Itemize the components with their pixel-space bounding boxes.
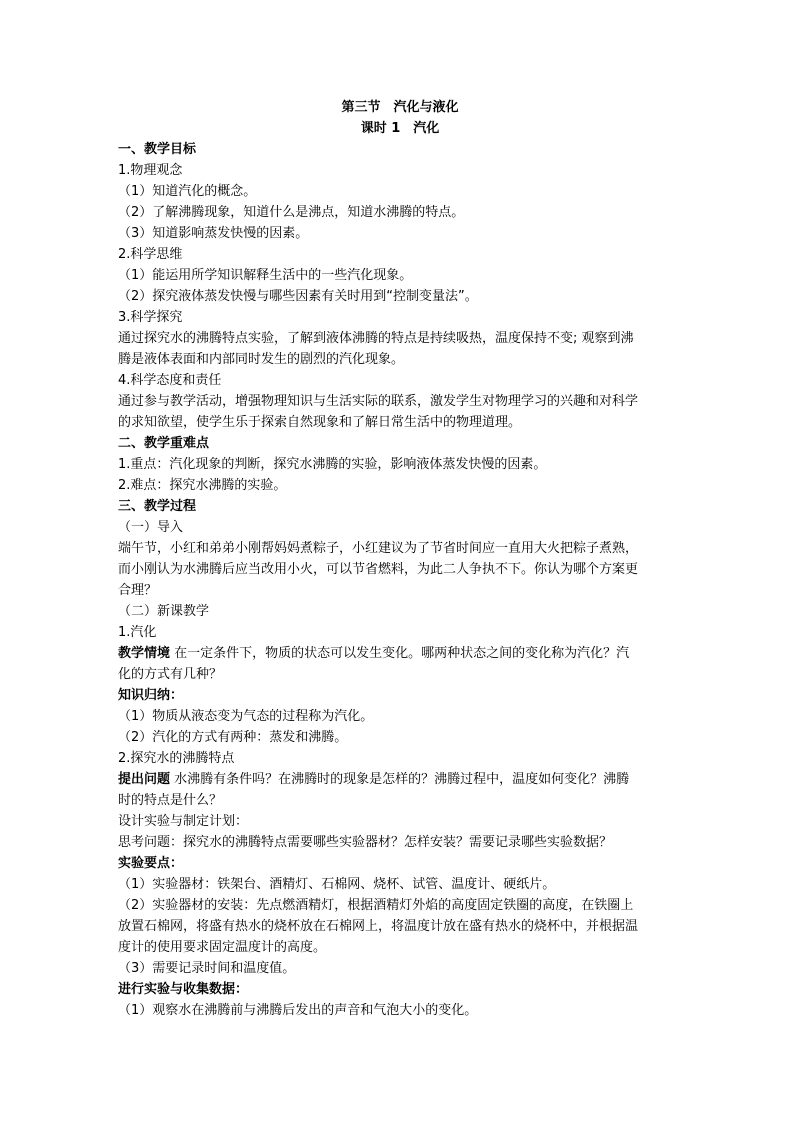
subheading-scientific-inquiry: 3.科学探究 [118, 310, 183, 325]
paragraph-line: （1）物质从液态变为气态的过程称为汽化。 [118, 709, 374, 724]
paragraph-line: 而小刚认为水沸腾后应当改用小火，可以节省燃料，为此二人争执不下。你认为哪个方案更 [118, 562, 639, 577]
label-teaching-scenario: 教学情境 [118, 646, 171, 661]
heading-teaching-process: 三、教学过程 [118, 499, 197, 514]
document-body [118, 97, 682, 1021]
paragraph-text: 在一定条件下，物质的状态可以发生变化。哪两种状态之间的变化称为汽化？汽 [170, 646, 630, 661]
paragraph-line: （2）实验器材的安装：先点燃酒精灯，根据酒精灯外焰的高度固定铁圈的高度，在铁圈上 [118, 898, 634, 913]
subheading-introduction: （一）导入 [118, 520, 184, 535]
label-conduct-experiment: 进行实验与收集数据： [118, 982, 249, 997]
label-knowledge-summary: 知识归纳： [118, 688, 184, 703]
paragraph-line: （1）实验器材：铁架台、酒精灯、石棉网、烧杯、试管、温度计、硬纸片。 [118, 877, 556, 892]
paragraph-line: 1.重点：汽化现象的判断，探究水沸腾的实验，影响液体蒸发快慢的因素。 [118, 457, 547, 472]
paragraph-line: （2）探究液体蒸发快慢与哪些因素有关时用到“控制变量法”。 [118, 289, 478, 304]
paragraph-line: 2.难点：探究水沸腾的实验。 [118, 478, 287, 493]
label-raise-question: 提出问题 [118, 772, 171, 787]
paragraph-line: 通过参与教学活动，增强物理知识与生活实际的联系，激发学生对物理学习的兴趣和对科学 [118, 394, 639, 409]
paragraph-line: （1）知道汽化的概念。 [118, 184, 257, 199]
lesson-subtitle: 课时 1 汽化 [360, 121, 440, 136]
paragraph-line: （1）观察水在沸腾前与沸腾后发出的声音和气泡大小的变化。 [118, 1003, 478, 1018]
paragraph-line: 腾是液体表面和内部同时发生的剧烈的汽化现象。 [118, 352, 405, 367]
subheading-boiling-inquiry: 2.探究水的沸腾特点 [118, 751, 235, 766]
paragraph-line [118, 769, 682, 790]
subheading-scientific-thinking: 2.科学思维 [118, 247, 183, 262]
subheading-vaporization: 1.汽化 [118, 625, 157, 640]
subheading-physics-concept: 1.物理观念 [118, 163, 183, 178]
paragraph-line: 度计的使用要求固定温度计的高度。 [118, 940, 327, 955]
paragraph-line: 化的方式有几种？ [118, 667, 223, 682]
paragraph-line: （3）需要记录时间和温度值。 [118, 961, 296, 976]
section-title: 第三节 汽化与液化 [341, 100, 459, 115]
paragraph-line [118, 643, 682, 664]
label-experiment-points: 实验要点： [118, 856, 184, 871]
paragraph-text: 水沸腾有条件吗？在沸腾时的现象是怎样的？沸腾过程中，温度如何变化？沸腾 [170, 772, 630, 787]
paragraph-line: 的求知欲望，使学生乐于探索自然现象和了解日常生活中的物理道理。 [118, 415, 522, 430]
paragraph-line: 思考问题：探究水的沸腾特点需要哪些实验器材？怎样安装？需要记录哪些实验数据？ [118, 835, 613, 850]
paragraph-line: 通过探究水的沸腾特点实验，了解到液体沸腾的特点是持续吸热，温度保持不变; 观察到沸 [118, 331, 634, 346]
subheading-attitude-responsibility: 4.科学态度和责任 [118, 373, 222, 388]
paragraph-line: 合理？ [118, 583, 158, 598]
paragraph-line: （2）了解沸腾现象，知道什么是沸点，知道水沸腾的特点。 [118, 205, 465, 220]
paragraph-line: （3）知道影响蒸发快慢的因素。 [118, 226, 309, 241]
paragraph-line: （1）能运用所学知识解释生活中的一些汽化现象。 [118, 268, 413, 283]
heading-teaching-goals: 一、教学目标 [118, 142, 197, 157]
subheading-new-lesson: （二）新课教学 [118, 604, 210, 619]
heading-key-difficult-points: 二、教学重难点 [118, 436, 210, 451]
paragraph-line: 放置石棉网，将盛有热水的烧杯放在石棉网上，将温度计放在盛有热水的烧杯中，并根据温 [118, 919, 639, 934]
paragraph-line: 时的特点是什么？ [118, 793, 223, 808]
paragraph-line: （2）汽化的方式有两种：蒸发和沸腾。 [118, 730, 348, 745]
paragraph-line: 端午节，小红和弟弟小刚帮妈妈煮粽子，小红建议为了节省时间应一直用大火把粽子煮熟， [118, 541, 639, 556]
paragraph-line: 设计实验与制定计划： [118, 814, 249, 829]
